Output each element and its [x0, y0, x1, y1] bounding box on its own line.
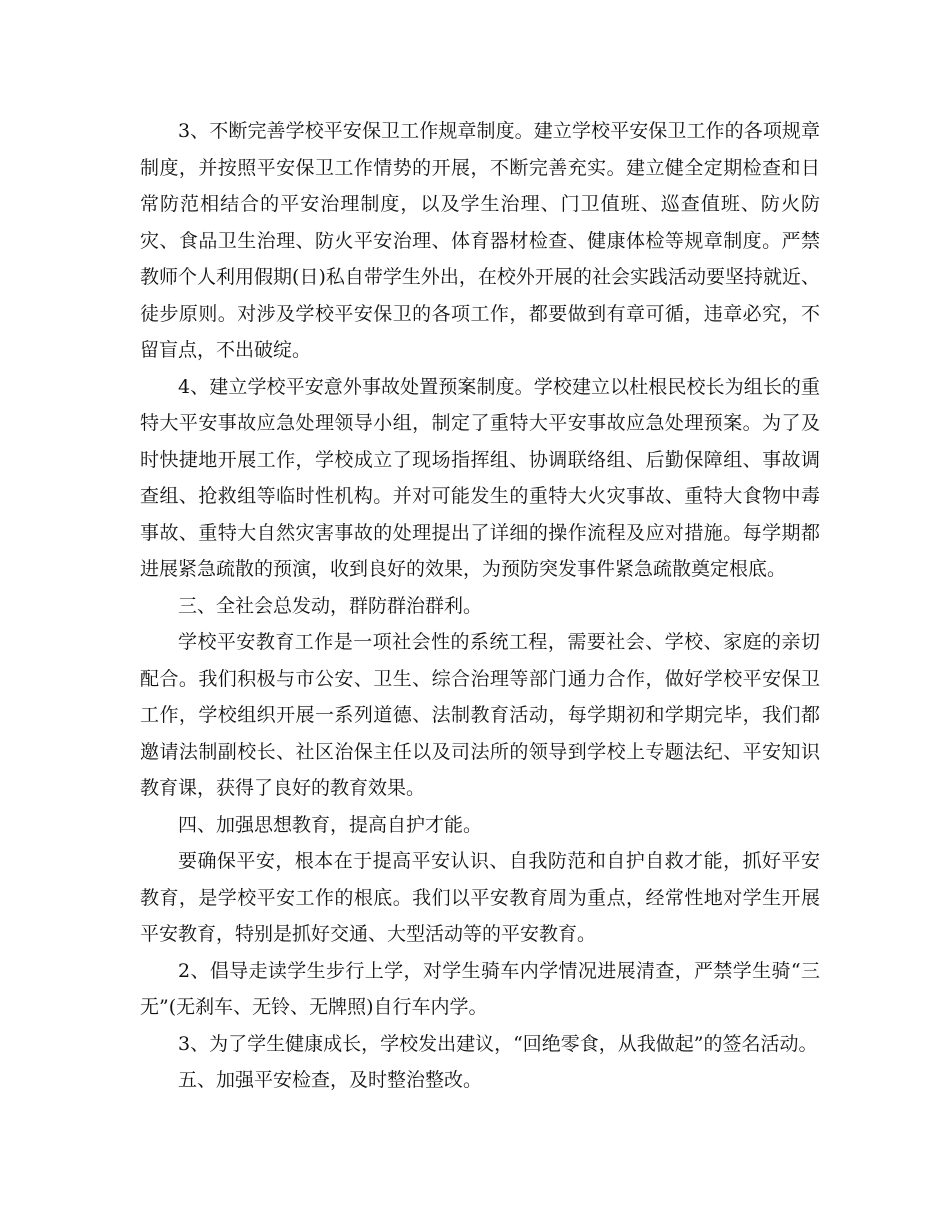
paragraph-walking-to-school: 2、倡导走读学生步行上学，对学生骑车内学情况进展清查，严禁学生骑“三无”(无刹车、无铃、无牌照)自行车内学。: [140, 959, 820, 1018]
section-heading-3: 三、全社会总发动，群防群治群利。: [178, 594, 483, 617]
paragraph-snack-campaign: 3、为了学生健康成长，学校发出建议，“回绝零食，从我做起”的签名活动。: [178, 1032, 818, 1055]
paragraph-rules-system: 3、不断完善学校平安保卫工作规章制度。建立学校平安保卫工作的各项规章制度，并按照平安保卫工作情势的开展，不断完善充实。建立健全定期检查和日常防范相结合的平安治理制度，以及学生治理、门卫值班、巡查值班、防火防灾、食品卫生治理、防火平安治理、体育器材检查、健康体检等规章制度。严禁教师个人利用假期(日)私自带学生外出，在校外开展的社会实践活动要坚持就近、徒步原则。对涉及学校平安保卫的各项工作，都要做到有章可循，违章必究，不留盲点，不出破绽。: [140, 120, 820, 361]
document-body: [140, 113, 820, 1099]
paragraph-safety-education: 要确保平安，根本在于提高平安认识、自我防范和自护自救才能，抓好平安教育，是学校平安工作的根底。我们以平安教育周为重点，经常性地对学生开展平安教育，特别是抓好交通、大型活动等的平安教育。: [140, 850, 820, 945]
section-heading-4: 四、加强思想教育，提高自护才能。: [178, 813, 483, 836]
paragraph-social-cooperation: 学校平安教育工作是一项社会性的系统工程，需要社会、学校、家庭的亲切配合。我们积极与市公安、卫生、综合治理等部门通力合作，做好学校平安保卫工作，学校组织开展一系列道德、法制教育活动，每学期初和学期完毕，我们都邀请法制副校长、社区治保主任以及司法所的领导到学校上专题法纪、平安知识教育课，获得了良好的教育效果。: [140, 631, 820, 799]
section-heading-5: 五、加强平安检查，及时整治整改。: [178, 1069, 483, 1091]
paragraph-emergency-plan: 4、建立学校平安意外事故处置预案制度。学校建立以杜根民校长为组长的重特大平安事故应急处理领导小组，制定了重特大平安事故应急处理预案。为了及时快捷地开展工作，学校成立了现场指挥组、协调联络组、后勤保障组、事故调查组、抢救组等临时性机构。并对可能发生的重特大火灾事故、重特大食物中毒事故、重特大自然灾害事故的处理提出了详细的操作流程及应对措施。每学期都进展紧急疏散的预演，收到良好的效果，为预防突发事件紧急疏散奠定根底。: [140, 375, 820, 580]
